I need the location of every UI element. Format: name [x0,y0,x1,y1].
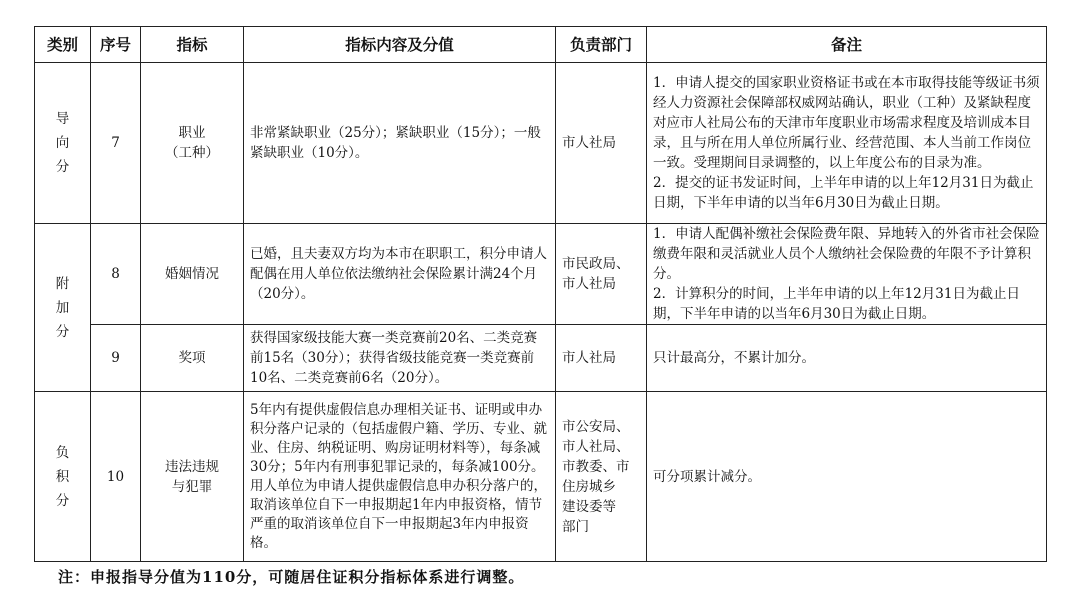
table-row-10 [35,392,1047,562]
content-cell: 5年内有提供虚假信息办理相关证书、证明或申办积分落户记录的（包括虚假户籍、学历、专业、就业、住房、纳税证明、购房证明材料等），每条减30分；5年内有刑事犯罪记录的，每条减100分。 用人单位为申请人提供虚假信息申办积分落户的，取消该单位自下一申报期起1年内申报资格，情节严重的取消该单位自下一申报期起3年内申报资格。 [244,392,556,562]
content-cell: 获得国家级技能大赛一类竞赛前20名、二类竞赛前15名（30分）；获得省级技能竞赛一类竞赛前10名、二类竞赛前6名（20分）。 [244,325,556,392]
remarks-cell: 只计最高分，不累计加分。 [647,325,1047,392]
indicator-cell: 违法违规 与犯罪 [141,392,244,562]
department-cell: 市人社局 [556,325,647,392]
remarks-cell: 可分项累计减分。 [647,392,1047,562]
category-negative: 负 积 分 [35,392,91,562]
remarks-cell: 1．申请人配偶补缴社会保险费年限、异地转入的外省市社会保险缴费年限和灵活就业人员个人缴纳社会保险费的年限不予计算积分。 2．计算积分的时间，上半年申请的以上年12月31日为截止日期，下半年申请的以当年6月30日为截止日期。 [647,224,1047,325]
footnote: 注：申报指导分值为110分，可随居住证积分指标体系进行调整。 [58,568,525,586]
header-category: 类别 [35,27,91,63]
header-indicator: 指标 [141,27,244,63]
row-number: 10 [91,392,141,562]
header-number: 序号 [91,27,141,63]
content-cell: 已婚，且夫妻双方均为本市在职职工，积分申请人配偶在用人单位依法缴纳社会保险累计满24个月（20分）。 [244,224,556,325]
row-number: 8 [91,224,141,325]
department-cell: 市公安局、 市人社局、 市教委、市 住房城乡 建设委等 部门 [556,392,647,562]
remarks-cell: 1．申请人提交的国家职业资格证书或在本市取得技能等级证书须经人力资源社会保障部权威网站确认，职业（工种）及紧缺程度对应市人社局公布的天津市年度职业市场需求程度及培训成本目录，且与所在用人单位所属行业、经营范围、本人当前工作岗位一致。受理期间目录调整的，以上年度公布的目录为准。 2．提交的证书发证时间，上半年申请的以上年12月31日为截止日期，下半年申请的以当年6月30日为截止日期。 [647,63,1047,224]
header-row [35,27,1047,63]
row-number: 9 [91,325,141,392]
department-cell: 市人社局 [556,63,647,224]
indicator-cell: 奖项 [141,325,244,392]
indicator-cell: 婚姻情况 [141,224,244,325]
category-bonus: 附 加 分 [35,224,91,392]
table-row-9 [35,325,1047,392]
indicator-cell: 职业 （工种） [141,63,244,224]
row-number: 7 [91,63,141,224]
header-remarks: 备注 [647,27,1047,63]
table-row-8 [35,224,1047,325]
header-department: 负责部门 [556,27,647,63]
points-indicator-table [34,26,1047,562]
header-content: 指标内容及分值 [244,27,556,63]
content-cell: 非常紧缺职业（25分）；紧缺职业（15分）；一般紧缺职业（10分）。 [244,63,556,224]
department-cell: 市民政局、 市人社局 [556,224,647,325]
category-guide: 导 向 分 [35,63,91,224]
table-row-7 [35,63,1047,224]
